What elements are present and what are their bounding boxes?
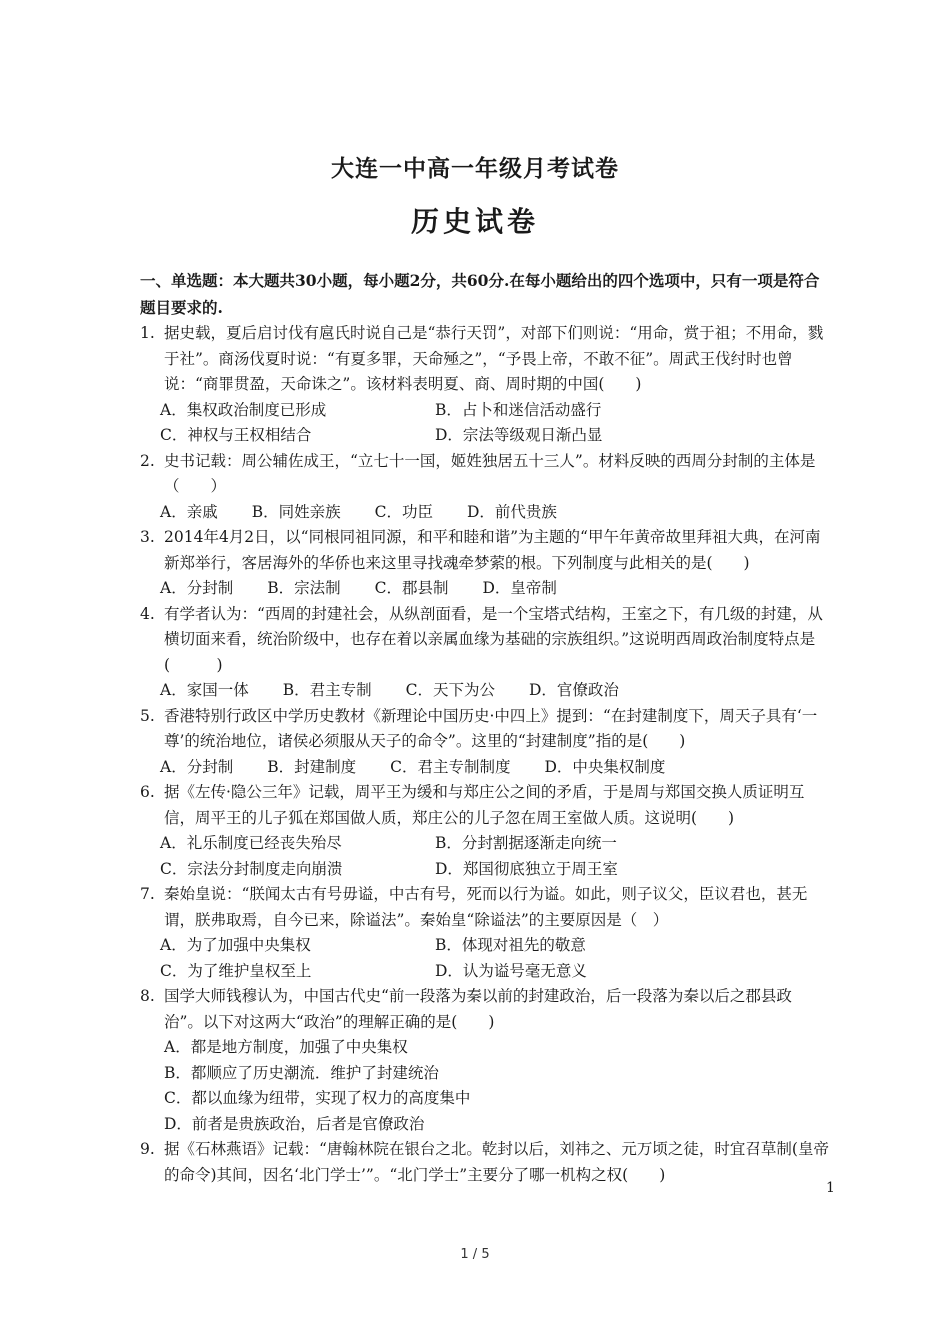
option-c: C．为了维护皇权至上 [160,961,312,980]
question-stem: 国学大师钱穆认为，中国古代史“前一段落为秦以前的封建政治，后一段落为秦以后之郡县政治”。以下对这两大“政治”的理解正确的是( ) [164,987,792,1031]
question-stem: 史书记载：周公辅佐成王，“立七十一国，姬姓独居五十三人”。材料反映的西周分封制的主体是（ ） [164,451,816,495]
question-7 [140,882,830,984]
question-stem: 2014年4月2日，以“同根同祖同源，和平和睦和谐”为主题的“甲午年黄帝故里拜祖大典，在河南新郑举行，客居海外的华侨也来这里寻找魂牵梦萦的根。下列制度与此相关的是( ) [164,528,821,572]
option-b: B．分封割据逐渐走向统一 [435,834,617,852]
question-2 [140,449,830,526]
question-number: 9. [140,1140,155,1158]
school-title: 大连一中高一年级月考试卷 [331,156,619,182]
question-number: 5. [140,706,155,725]
question-6 [140,780,830,882]
option-d: D．官僚政治 [528,681,619,699]
option-d: D．宗法等级观日渐凸显 [435,426,603,444]
option-b: B．君主专制 [282,681,372,699]
option-d: D．郑国彻底独立于周王室 [435,859,618,878]
question-number: 2. [140,451,155,470]
option-d: D．认为谥号毫无意义 [435,961,587,980]
option-a: A．集权政治制度已形成 [160,400,327,419]
question-3 [140,525,830,602]
question-number: 3. [140,528,155,546]
question-number: 4. [140,604,155,623]
option-b: B．同姓亲族 [251,502,341,521]
option-a: A．分封制 [160,757,234,776]
section-instructions [140,268,830,321]
option-a: A．家国一体 [160,681,249,699]
section-heading: 一、单选题： [140,271,234,290]
question-stem: 据史载，夏后启讨伐有扈氏时说自己是“恭行天罚”，对部下们则说：“用命，赏于祖；不用命，戮于社”。商汤伐夏时说：“有夏多罪，天命殛之”，“予畏上帝，不敢不征”。周武王伐纣时也曾说：“商罪贯盈，天命诛之”。该材料表明夏、商、周时期的中国( ) [164,324,824,393]
question-5 [140,704,830,781]
question-stem: 据《石林燕语》记载：“唐翰林院在银台之北。乾封以后，刘祎之、元万顷之徒，时宜召草制(皇帝的命令)其间，因名‘北门学士’”。“北门学士”主要分了哪一机构之权( ) [164,1140,829,1184]
question-number: 6. [140,783,155,801]
question-stem: 香港特别行政区中学历史教材《新理论中国历史·中四上》提到：“在封建制度下，周天子具有‘一尊’的统治地位，诸侯必须服从天子的命令”。这里的“封建制度”指的是( ) [164,706,818,750]
exam-content [140,268,830,1188]
option-b: B．宗法制 [267,579,341,597]
option-a: A．礼乐制度已经丧失殆尽 [160,834,342,852]
section-text: 本大题共30小题，每小题2分，共60分.在每小题给出的四个选项中，只有一项是符合题目要求的. [140,271,820,317]
question-number: 8. [140,987,155,1005]
option-c: C．功臣 [374,502,433,521]
question-9 [140,1137,830,1188]
question-stem: 据《左传·隐公三年》记载，周平王为缓和与郑庄公之间的矛盾，于是周与郑国交换人质证明互信，周平王的儿子狐在郑国做人质，郑庄公的儿子忽在周王室做人质。这说明( ) [164,783,805,827]
option-d: D．皇帝制 [482,579,557,597]
option-d: D．中央集权制度 [544,757,666,776]
page-number: 1 [826,1180,835,1196]
option-b: B．占卜和迷信活动盛行 [435,400,602,419]
page-indicator: 1 / 5 [460,1247,490,1262]
option-d: D．前代贵族 [466,502,557,521]
question-8 [140,984,830,1137]
question-number: 1. [140,324,155,342]
option-d: D．前者是贵族政治，后者是官僚政治 [164,1114,425,1133]
subject-title: 历史试卷 [410,205,539,238]
option-a: A．为了加强中央集权 [160,936,311,954]
option-c: C．君主专制制度 [390,757,511,776]
option-c: C．神权与王权相结合 [160,426,312,444]
option-c: C．都以血缘为纽带，实现了权力的高度集中 [164,1089,471,1107]
option-c: C．宗法分封制度走向崩溃 [160,859,343,878]
option-b: B．封建制度 [267,757,357,776]
option-b: B．体现对祖先的敬意 [435,936,586,954]
question-stem: 有学者认为：“西周的封建社会，从纵剖面看，是一个宝塔式结构，王室之下，有几级的封建，从横切面来看，统治阶级中，也存在着以亲属血缘为基础的宗族组织。”这说明西周政治制度特点是( ) [164,604,823,674]
question-4 [140,602,830,704]
option-c: C．郡县制 [374,579,449,597]
question-1 [140,321,830,449]
question-stem: 秦始皇说：“朕闻太古有号毋谥，中古有号，死而以行为谥。如此，则子议父，臣议君也，甚无谓，朕弗取焉，自今已来，除谥法”。秦始皇“除谥法”的主要原因是（ ） [164,885,808,929]
option-a: A．亲戚 [160,502,218,521]
option-c: C．天下为公 [405,681,495,699]
option-b: B．都顺应了历史潮流．维护了封建统治 [164,1063,439,1082]
question-number: 7. [140,885,155,903]
option-a: A．分封制 [160,579,234,597]
option-a: A．都是地方制度，加强了中央集权 [164,1038,408,1056]
